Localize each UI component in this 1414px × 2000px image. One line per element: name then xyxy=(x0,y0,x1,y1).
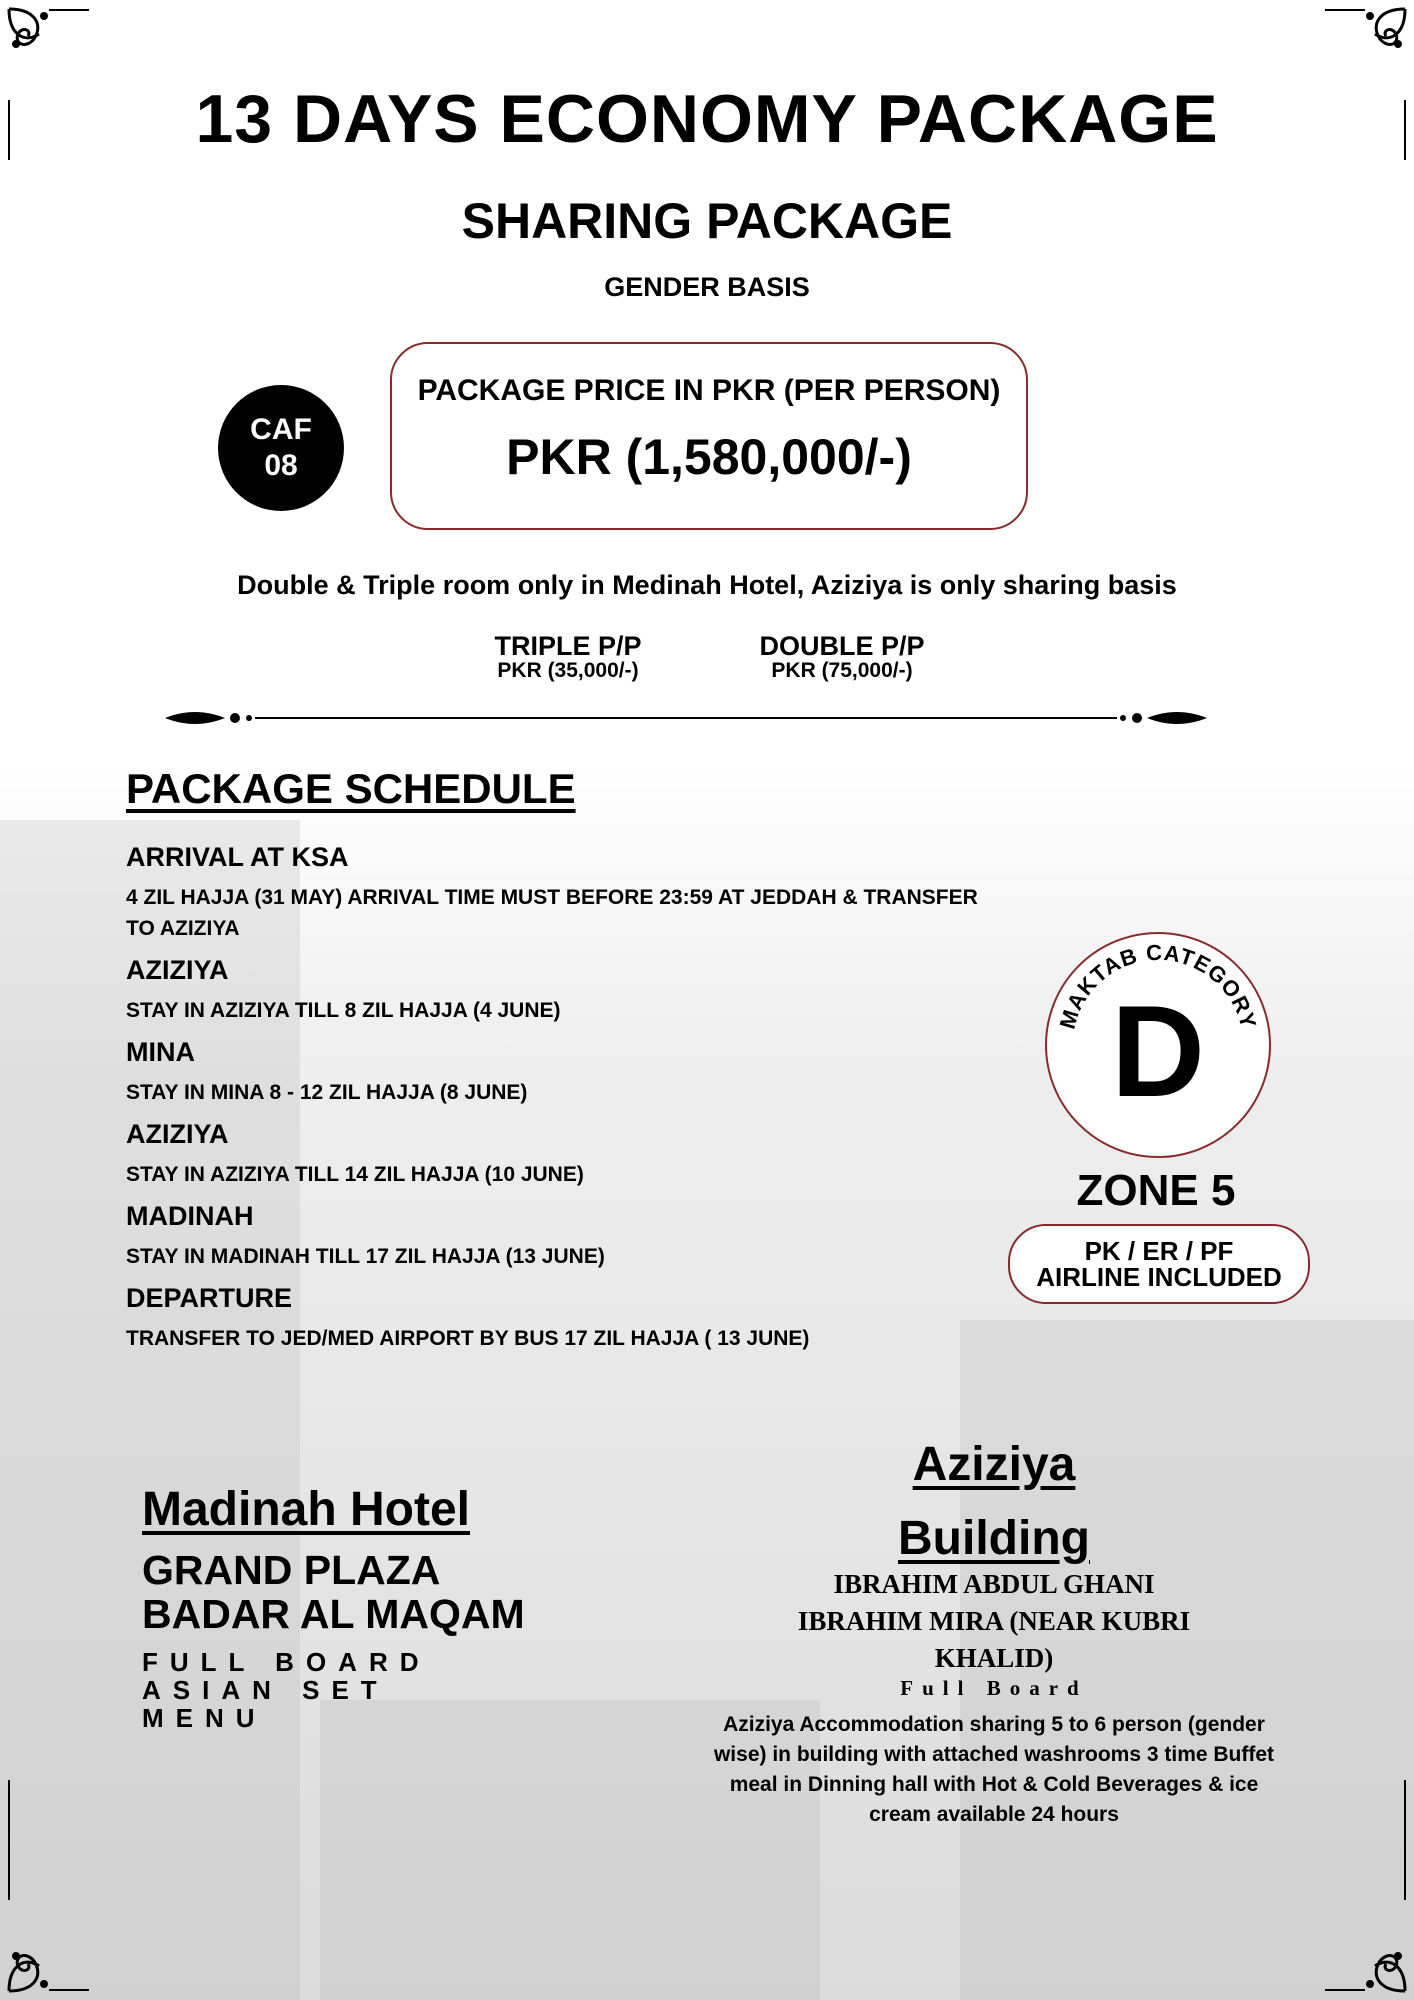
maktab-arc-text: MAKTAB CATEGORY xyxy=(1054,939,1262,1032)
page-title: 13 DAYS ECONOMY PACKAGE xyxy=(195,81,1219,157)
schedule-item-desc: STAY IN AZIZIYA TILL 8 ZIL HAJJA (4 JUNE) xyxy=(126,999,561,1022)
maktab-letter: D xyxy=(1111,978,1205,1124)
madinah-hotel-name xyxy=(142,1548,662,1636)
triple-label: TRIPLE P/P xyxy=(494,631,642,661)
aziziya-building-line2: IBRAHIM MIRA (NEAR KUBRI xyxy=(797,1606,1191,1636)
aziziya-building-name xyxy=(700,1566,1288,1677)
price-box xyxy=(390,342,1028,530)
aziziya-board: Full Board xyxy=(900,1676,1088,1700)
double-price: PKR (75,000/-) xyxy=(771,659,913,682)
schedule-item-desc: STAY IN MADINAH TILL 17 ZIL HAJJA (13 JUNE) xyxy=(126,1245,605,1268)
schedule-item-title: MADINAH xyxy=(126,1201,254,1231)
schedule-heading: PACKAGE SCHEDULE xyxy=(126,765,576,812)
madinah-board-line1: FULL BOARD xyxy=(142,1647,431,1677)
aziziya-heading-line2: Building xyxy=(898,1512,1090,1565)
ornamental-divider xyxy=(165,706,1207,730)
schedule-item xyxy=(126,1199,1026,1272)
maktab-category-badge xyxy=(1045,932,1271,1158)
schedule-item xyxy=(126,953,1026,1026)
border-line-left-bottom xyxy=(8,1780,10,1900)
aziziya-description: Aziziya Accommodation sharing 5 to 6 person (gender wise) in building with attached washrooms 3 time Buffet meal in Dinning hall with Hot & Cold Beverages & ice cream available 24 hours xyxy=(713,1713,1275,1826)
triple-price: PKR (35,000/-) xyxy=(497,659,639,682)
schedule-item-title: MINA xyxy=(126,1037,195,1067)
schedule-item xyxy=(126,1035,1026,1108)
schedule-item-title: ARRIVAL AT KSA xyxy=(126,842,349,872)
caf-badge-line2: 08 xyxy=(264,449,298,482)
schedule-item-desc: STAY IN AZIZIYA TILL 14 ZIL HAJJA (10 JUNE) xyxy=(126,1163,584,1186)
corner-ornament-top-right xyxy=(1320,4,1410,94)
schedule-item xyxy=(126,1117,1026,1190)
border-line-right-bottom xyxy=(1404,1780,1406,1900)
caf-badge-line1: CAF xyxy=(250,413,312,446)
border-line-left-top xyxy=(8,100,10,160)
room-note: Double & Triple room only in Medinah Hotel, Aziziya is only sharing basis xyxy=(237,570,1177,600)
aziziya-building-line1: IBRAHIM ABDUL GHANI xyxy=(833,1569,1155,1599)
airline-codes: PK / ER / PF xyxy=(1084,1236,1234,1266)
price-value: PKR (1,580,000/-) xyxy=(506,429,912,485)
schedule-item-title: AZIZIYA xyxy=(126,1119,229,1149)
schedule-item-desc: 4 ZIL HAJJA (31 MAY) ARRIVAL TIME MUST BEFORE 23:59 AT JEDDAH & TRANSFER TO AZIZIYA xyxy=(126,886,978,940)
price-label: PACKAGE PRICE IN PKR (PER PERSON) xyxy=(417,374,1001,407)
madinah-board-line3: MENU xyxy=(142,1703,267,1733)
aziziya-building-line3: KHALID) xyxy=(934,1643,1054,1673)
madinah-board xyxy=(142,1648,562,1732)
corner-ornament-top-left xyxy=(4,4,94,94)
madinah-heading: Madinah Hotel xyxy=(142,1483,471,1536)
schedule-item-title: DEPARTURE xyxy=(126,1283,293,1313)
schedule-item xyxy=(126,840,1026,944)
airline-box xyxy=(1008,1224,1310,1304)
madinah-board-line2: ASIAN SET xyxy=(142,1675,389,1705)
basis-label: GENDER BASIS xyxy=(604,272,810,302)
airline-included: AIRLINE INCLUDED xyxy=(1036,1262,1282,1292)
aziziya-heading xyxy=(700,1428,1288,1576)
schedule-item-desc: STAY IN MINA 8 - 12 ZIL HAJJA (8 JUNE) xyxy=(126,1081,528,1104)
zone-label: ZONE 5 xyxy=(1076,1166,1236,1215)
border-line-right-top xyxy=(1404,100,1406,160)
double-label: DOUBLE P/P xyxy=(759,631,925,661)
corner-ornament-bottom-left xyxy=(4,1906,94,1996)
triple-room-price xyxy=(448,632,688,682)
schedule-list xyxy=(126,840,1026,1363)
schedule-item xyxy=(126,1281,1026,1354)
corner-ornament-bottom-right xyxy=(1320,1906,1410,1996)
page-subtitle: SHARING PACKAGE xyxy=(461,193,953,249)
caf-badge xyxy=(218,385,344,511)
madinah-hotel-line2: BADAR AL MAQAM xyxy=(142,1591,525,1637)
madinah-hotel-line1: GRAND PLAZA xyxy=(142,1547,441,1593)
double-room-price xyxy=(722,632,962,682)
aziziya-heading-line1: Aziziya xyxy=(912,1438,1076,1491)
schedule-item-title: AZIZIYA xyxy=(126,955,229,985)
schedule-item-desc: TRANSFER TO JED/MED AIRPORT BY BUS 17 ZIL HAJJA ( 13 JUNE) xyxy=(126,1327,810,1350)
